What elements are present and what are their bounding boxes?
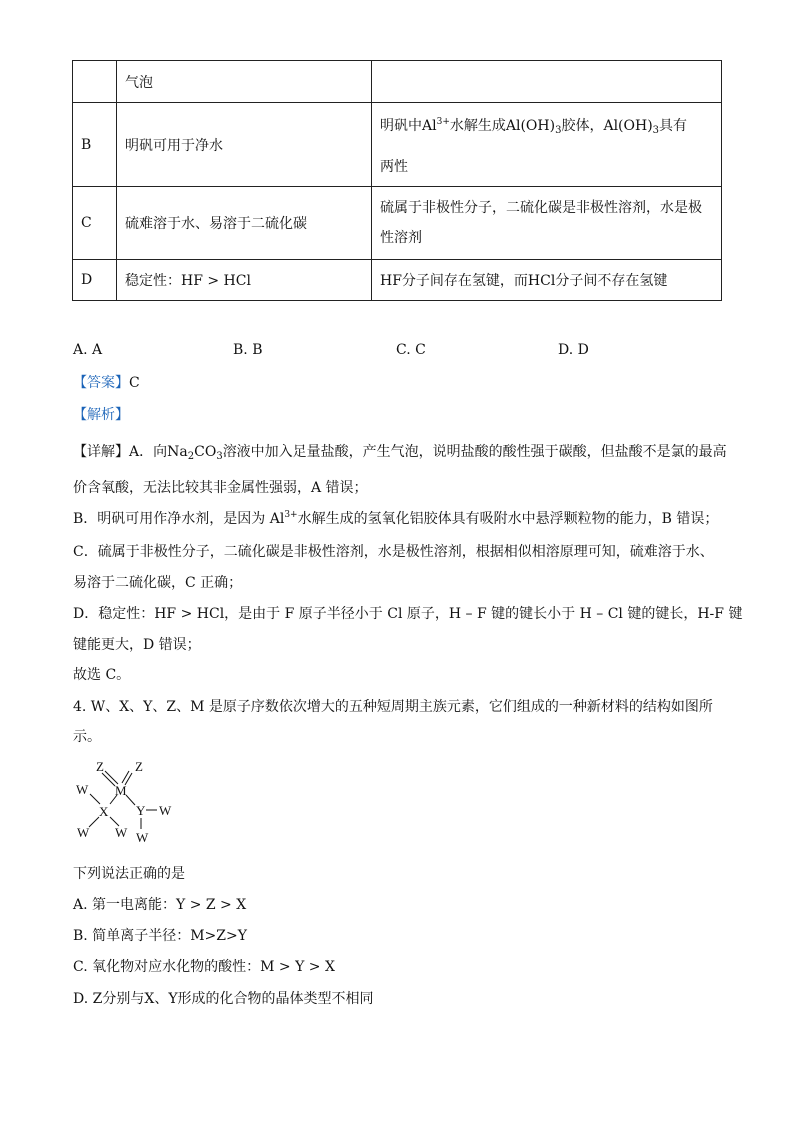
- detail-d-line2: 键能更大，D 错误；: [73, 637, 201, 653]
- table-row: [73, 260, 722, 301]
- detail-conclusion: 故选 C。: [73, 667, 131, 683]
- choice-b: B. B: [233, 342, 263, 358]
- question4-stem-line1: 4. W、X、Y、Z、M 是原子序数依次增大的五种短周期主族元素，它们组成的一种新材料的结构如图所: [73, 699, 713, 715]
- fact-cell: 硫难溶于水、易溶于二硫化碳: [117, 187, 372, 260]
- reason-line: 两性: [380, 159, 408, 175]
- option-cell: C: [73, 187, 117, 260]
- bond-w-x: [90, 794, 100, 804]
- atom-y: Y: [136, 803, 146, 818]
- reason-cell: [372, 103, 722, 187]
- atom-x: X: [99, 804, 109, 819]
- comparison-table: [72, 60, 722, 301]
- detail-a-line2: 价含氧酸，无法比较其非金属性强弱，A 错误；: [73, 480, 368, 496]
- fact-cell: 气泡: [117, 61, 372, 103]
- atom-z-left: Z: [96, 759, 104, 774]
- atom-w-bottom-middle: W: [115, 825, 128, 840]
- question4-stem-line2: 示。: [73, 729, 101, 745]
- question4-prompt: 下列说法正确的是: [73, 866, 185, 882]
- bond-x-w-left: [89, 817, 99, 827]
- table-row: [73, 103, 722, 187]
- answer-label: 【答案】: [73, 375, 129, 391]
- reason-line: 硫属于非极性分子，二硫化碳是非极性溶剂，水是极: [380, 200, 702, 216]
- question4-option-c: C. 氧化物对应水化物的酸性：M > Y > X: [73, 959, 335, 975]
- atom-w-right: W: [159, 803, 172, 818]
- detail-c-line2: 易溶于二硫化碳，C 正确；: [73, 575, 243, 591]
- detail-a-line1: 【详解】A．向$Na_2CO_3$溶液中加入足量盐酸，产生气泡，说明盐酸的酸性强于碳酸，但盐酸不是氯的最高: [73, 444, 727, 462]
- option-cell: [73, 61, 117, 103]
- reason-cell: [372, 61, 722, 103]
- atom-z-right: Z: [135, 759, 143, 774]
- bond-z-m-right-double: [122, 771, 129, 783]
- option-cell: B: [73, 103, 117, 187]
- reason-cell: HF分子间存在氢键，而HCl分子间不存在氢键: [372, 260, 722, 301]
- answer-value: C: [129, 375, 140, 391]
- option-cell: D: [73, 260, 117, 301]
- choice-c: C. C: [396, 342, 426, 358]
- table-row: [73, 61, 722, 103]
- atom-w-bottom: W: [136, 830, 149, 845]
- reason-line: 性溶剂: [380, 230, 422, 246]
- bond-m-y: [126, 795, 135, 805]
- choice-a: A. A: [73, 342, 103, 358]
- molecule-structure-diagram: [70, 757, 190, 847]
- question4-option-b: B. 简单离子半径：M>Z>Y: [73, 928, 247, 944]
- detail-d-line1: D．稳定性：HF > HCl，是由于 F 原子半径小于 Cl 原子，H – F 键的键长小于 H – Cl 键的键长，H-F 键: [73, 606, 743, 622]
- fact-cell: 明矾可用于净水: [117, 103, 372, 187]
- reason-line: 明矾中$Al^{3+}$水解生成$Al(OH)_3$胶体，$Al(OH)_3$具有: [380, 117, 688, 136]
- atom-m: M: [115, 783, 127, 798]
- atom-w-top: W: [76, 782, 89, 797]
- reason-cell: [372, 187, 722, 260]
- detail-b-line: B．明矾可用作净水剂，是因为 $Al^{3+}$水解生成的氢氧化铝胶体具有吸附水中悬浮颗粒物的能力，B 错误；: [73, 510, 719, 527]
- atom-w-bottom-left: W: [77, 825, 90, 840]
- table-row: [73, 187, 722, 260]
- question4-option-a: A. 第一电离能：Y > Z > X: [73, 897, 247, 913]
- answer-line: [73, 372, 140, 392]
- fact-cell: 稳定性：HF > HCl: [117, 260, 372, 301]
- detail-c-line1: C．硫属于非极性分子，二硫化碳是非极性溶剂，水是极性溶剂，根据相似相溶原理可知，硫难溶于水、: [73, 544, 714, 560]
- choice-d: D. D: [558, 342, 589, 358]
- question4-option-d: D. Z分别与X、Y形成的化合物的晶体类型不相同: [73, 991, 374, 1007]
- analysis-label: 【解析】: [73, 407, 129, 423]
